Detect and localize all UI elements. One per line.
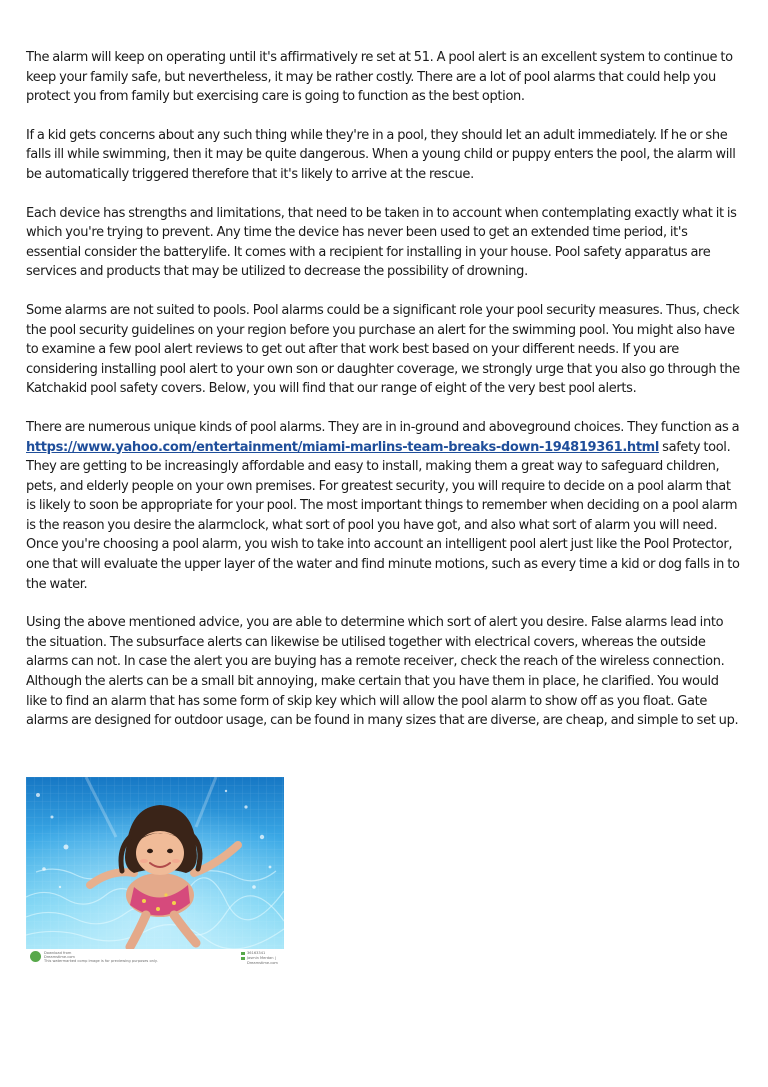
- credit-line-2: Dreamstime.com: [44, 955, 75, 960]
- paragraph-5-before: There are numerous unique kinds of pool alarms. They are in in-ground and aboveground choices. They function as a: [26, 419, 740, 435]
- paragraph-2: If a kid gets concerns about any such thing while they're in a pool, they should let an adult immediately. If he or she falls ill while swimming, then it may be quite dangerous. When a young child or puppy enters the pool, the alarm will be automatically triggered therefore that it's likely to arrive at the rescue.: [26, 127, 736, 182]
- credit-image-id: 36163341: [241, 951, 284, 956]
- photo-credit-bar: [26, 949, 284, 967]
- paragraph-5: [26, 418, 742, 594]
- paragraph-4: Some alarms are not suited to pools. Pool alarms could be a significant role your pool security measures. Thus, check the pool security guidelines on your region before you purchase an alert for the swimming pool. You might also have to examine a few pool alert reviews to get out after that work best based on your different needs. If you are considering installing pool alert to your own son or daughter coverage, we strongly urge that you also go through the Katchakid pool safety covers. Below, you will find that our range of eight of the very best pool alerts.: [26, 302, 740, 397]
- credit-text: [44, 951, 158, 964]
- dreamstime-logo-icon: [30, 951, 41, 962]
- paragraph-1: The alarm will keep on operating until it's affirmatively re set at 51. A pool alert is an excellent system to continue to keep your family safe, but nevertheless, it may be rather costly. There are a lot of pool alarms that could help you protect you from family but exercising care is going to function as the best option.: [26, 50, 733, 105]
- paragraph-3: Each device has strengths and limitations, that need to be taken in to account when contemplating exactly what it is which you're trying to prevent. Any time the device has never been used to get an extended time period, it's essential consider the batterylife. It comes with a recipient for installing in your house. Pool safety apparatus are services and products that may be utilized to decrease the possibility of drowning.: [26, 205, 737, 280]
- credit-author: Jasmin Merdan | Dreamstime.com: [241, 956, 284, 966]
- child-swimming-underwater-photo: [26, 777, 284, 949]
- article-link[interactable]: https://www.yahoo.com/entertainment/miami-marlins-team-breaks-down-194819361.html: [26, 439, 659, 455]
- credit-line-3: This watermarked comp image is for previewing purposes only.: [44, 959, 158, 964]
- document-body: [26, 48, 742, 750]
- paragraph-6: Using the above mentioned advice, you are able to determine which sort of alert you desire. False alarms lead into the situation. The subsurface alerts can likewise be utilised together with electrical covers, whereas the outside alarms can not. In case the alert you are buying has a remote receiver, check the reach of the wireless connection. Although the alerts can be a small bit annoying, make certain that you have them in place, he clarified. You would like to find an alarm that has some form of skip key which will allow the pool alarm to show off as you float. Gate alarms are designed for outdoor usage, can be found in many sizes that are diverse, are cheap, and simple to set up.: [26, 615, 739, 729]
- paragraph-5-after: safety tool. They are getting to be increasingly affordable and easy to install, making them a great way to safeguard children, pets, and elderly people on your own premises. For greatest security, you will require to decide on a pool alarm that is likely to soon be appropriate for your pool. The most important things to remember when deciding on a pool alarm is the reason you desire the alarmclock, what sort of pool you have got, and also what sort of alarm you will need. Once you're choosing a pool alarm, you wish to take into account an intelligent pool alert just like the Pool Protector, one that will evaluate the upper layer of the water and find minute motions, such as every time a kid or dog falls in to the water.: [26, 439, 740, 592]
- credit-id-block: [241, 951, 284, 966]
- pool-photo-figure: [26, 777, 284, 967]
- credit-line-1: Download from: [44, 951, 72, 955]
